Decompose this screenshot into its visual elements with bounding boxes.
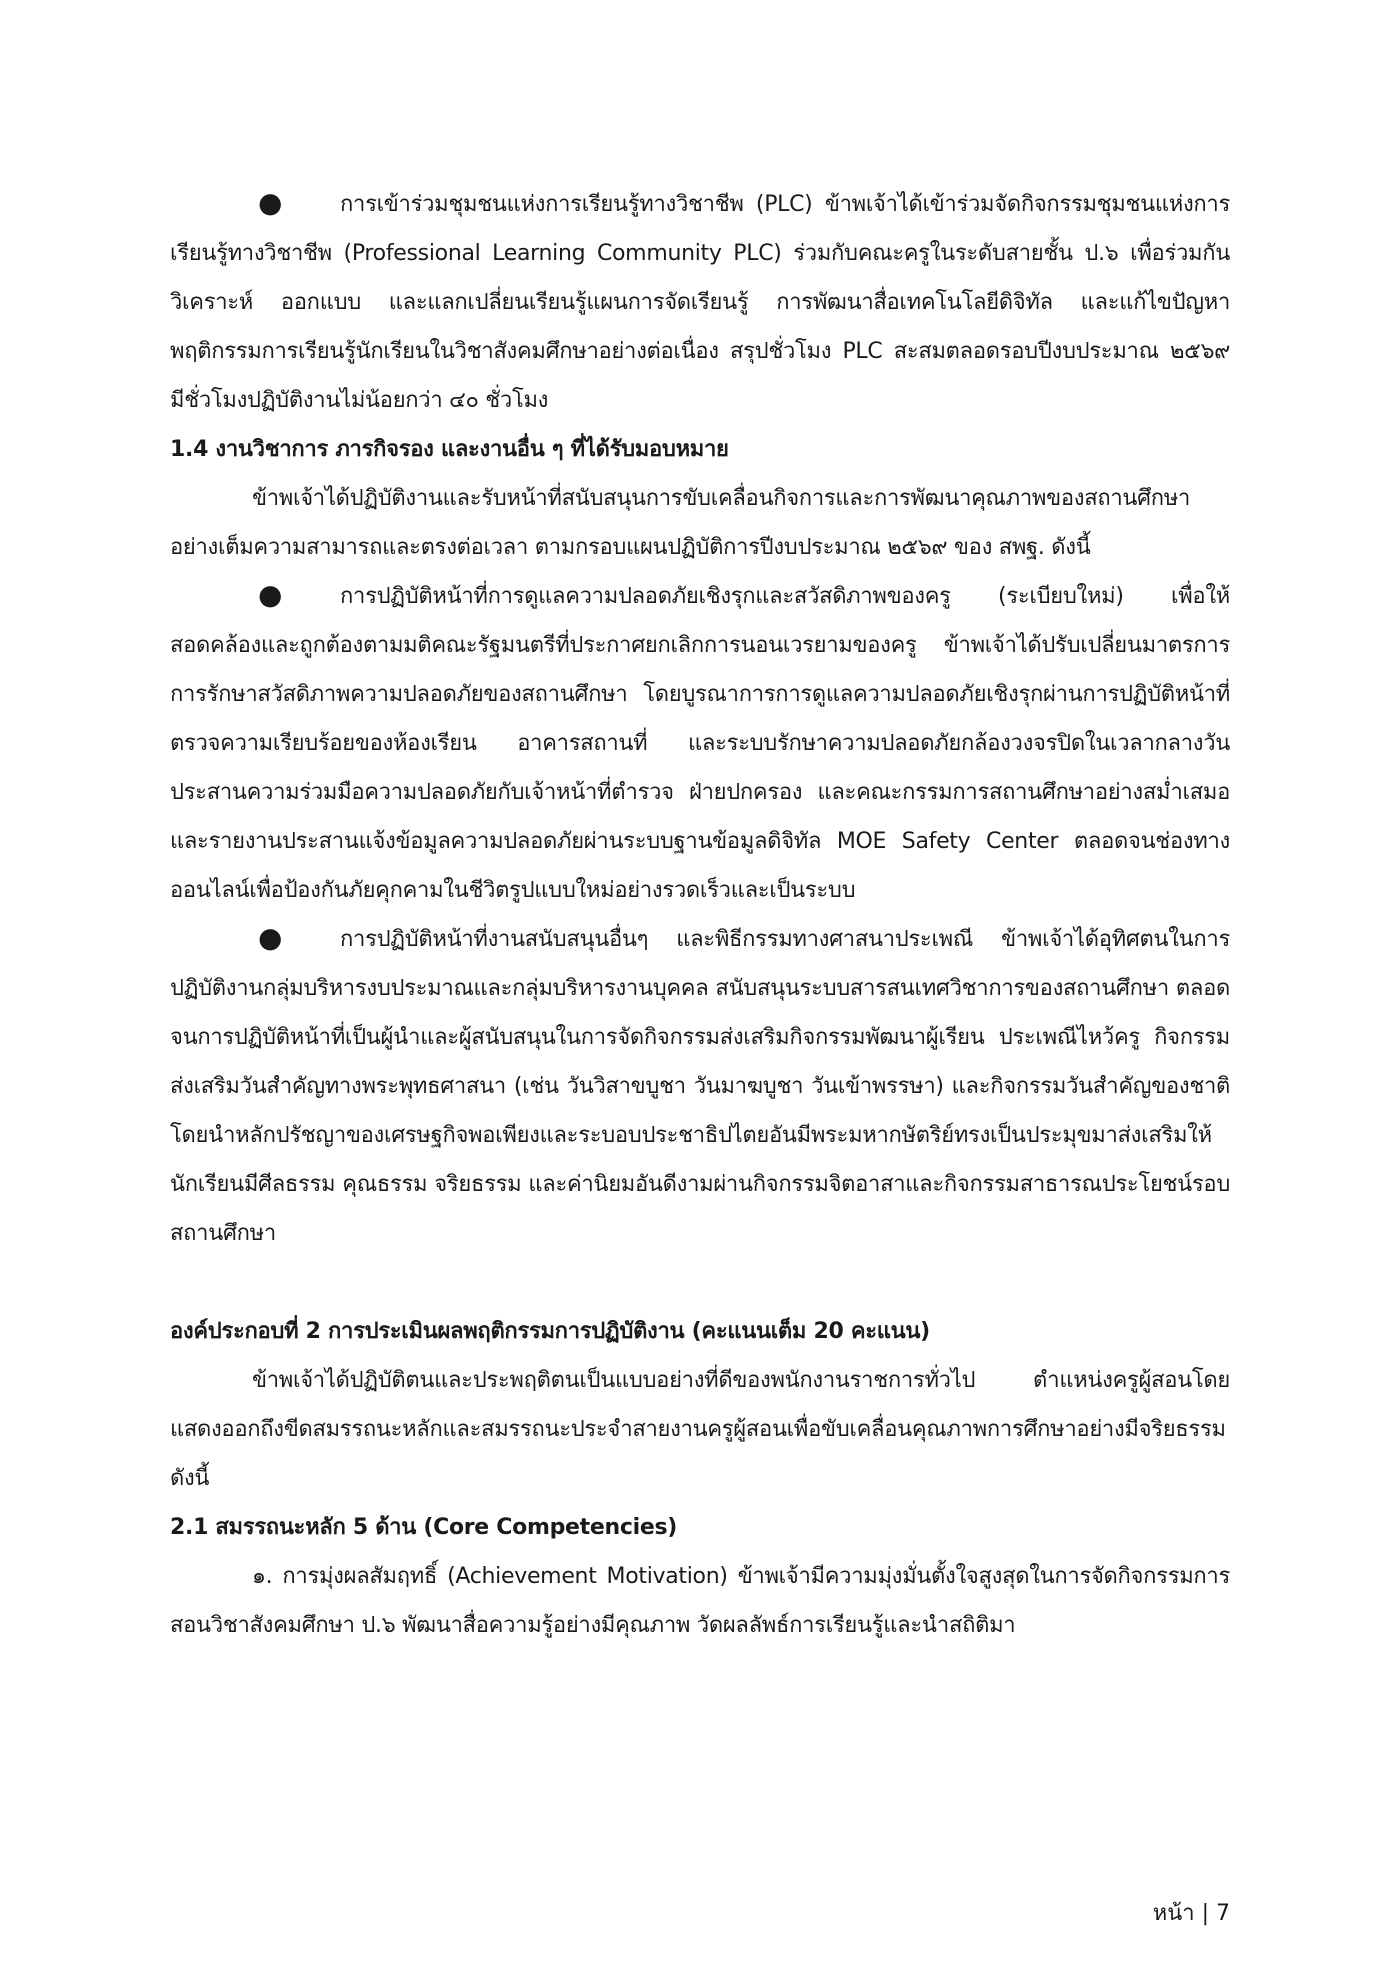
section-heading-1-4: 1.4 งานวิชาการ ภารกิจรอง และงานอื่น ๆ ที่ได้รับมอบหมาย bbox=[170, 437, 729, 462]
page-number: หน้า | 7 bbox=[1152, 1901, 1230, 1926]
page-body bbox=[170, 180, 1230, 1650]
bullet-paragraph-support bbox=[170, 915, 1230, 1258]
bullet-paragraph-plc bbox=[170, 180, 1230, 425]
paragraph-intro-component-2: ข้าพเจ้าได้ปฏิบัติตนและประพฤติตนเป็นแบบอย่างที่ดีของพนักงานราชการทั่วไป ตำแหน่งครูผู้สอนโดยแสดงออกถึงขีดสมรรถนะหลักและสมรรถนะประจำสายงานครูผู้สอนเพื่อขับเคลื่อนคุณภาพการศึกษาอย่างมีจริยธรรม ดังนี้ bbox=[170, 1368, 1230, 1491]
paragraph-text-support: การปฏิบัติหน้าที่งานสนับสนุนอื่นๆ และพิธีกรรมทางศาสนาประเพณี ข้าพเจ้าได้อุทิศตนในการปฏิบัติงานกลุ่มบริหารงบประมาณและกลุ่มบริหารงานบุคคล สนับสนุนระบบสารสนเทศวิชาการของสถานศึกษา ตลอดจนการปฏิบัติหน้าที่เป็นผู้นำและผู้สนับสนุนในการจัดกิจกรรมส่งเสริมกิจกรรมพัฒนาผู้เรียน ประเพณีไหว้ครู กิจกรรมส่งเสริมวันสำคัญทางพระพุทธศาสนา (เช่น วันวิสาขบูชา วันมาฆบูชา วันเข้าพรรษา) และกิจกรรมวันสำคัญของชาติ โดยนำหลักปรัชญาของเศรษฐกิจพอเพียงและระบอบประชาธิปไตยอันมีพระมหากษัตริย์ทรงเป็นประมุขมาส่งเสริมให้นักเรียนมีศีลธรรม คุณธรรม จริยธรรม และค่านิยมอันดีงามผ่านกิจกรรมจิตอาสาและกิจกรรมสาธารณประโยชน์รอบสถานศึกษา bbox=[170, 927, 1230, 1246]
paragraph-text-safety: การปฏิบัติหน้าที่การดูแลความปลอดภัยเชิงรุกและสวัสดิภาพของครู (ระเบียบใหม่) เพื่อให้สอดคล้องและถูกต้องตามมติคณะรัฐมนตรีที่ประกาศยกเลิกการนอนเวรยามของครู ข้าพเจ้าได้ปรับเปลี่ยนมาตรการการรักษาสวัสดิภาพความปลอดภัยของสถานศึกษา โดยบูรณาการการดูแลความปลอดภัยเชิงรุกผ่านการปฏิบัติหน้าที่ตรวจความเรียบร้อยของห้องเรียน อาคารสถานที่ และระบบรักษาความปลอดภัยกล้องวงจรปิดในเวลากลางวัน ประสานความร่วมมือความปลอดภัยกับเจ้าหน้าที่ตำรวจ ฝ่ายปกครอง และคณะกรรมการสถานศึกษาอย่างสม่ำเสมอ และรายงานประสานแจ้งข้อมูลความปลอดภัยผ่านระบบฐานข้อมูลดิจิทัล MOE Safety Center ตลอดจนช่องทางออนไลน์เพื่อป้องกันภัยคุกคามในชีวิตรูปแบบใหม่อย่างรวดเร็วและเป็นระบบ bbox=[170, 584, 1230, 903]
section-heading-component-2: องค์ประกอบที่ 2 การประเมินผลพฤติกรรมการปฏิบัติงาน (คะแนนเต็ม 20 คะแนน) bbox=[170, 1319, 930, 1344]
section-spacer bbox=[170, 1258, 1230, 1307]
paragraph-achievement: ๑. การมุ่งผลสัมฤทธิ์ (Achievement Motivation) ข้าพเจ้ามีความมุ่งมั่นตั้งใจสูงสุดในการจัดกิจกรรมการสอนวิชาสังคมศึกษา ป.๖ พัฒนาสื่อความรู้อย่างมีคุณภาพ วัดผลลัพธ์การเรียนรู้และนำสถิติมา bbox=[170, 1564, 1230, 1638]
paragraph-text-plc: การเข้าร่วมชุมชนแห่งการเรียนรู้ทางวิชาชีพ (PLC) ข้าพเจ้าได้เข้าร่วมจัดกิจกรรมชุมชนแห่งการเรียนรู้ทางวิชาชีพ (Professional Learning Community PLC) ร่วมกับคณะครูในระดับสายชั้น ป.๖ เพื่อร่วมกันวิเคราะห์ ออกแบบ และแลกเปลี่ยนเรียนรู้แผนการจัดเรียนรู้ การพัฒนาสื่อเทคโนโลยีดิจิทัล และแก้ไขปัญหาพฤติกรรมการเรียนรู้นักเรียนในวิชาสังคมศึกษาอย่างต่อเนื่อง สรุปชั่วโมง PLC สะสมตลอดรอบปีงบประมาณ ๒๕๖๙ มีชั่วโมงปฏิบัติงานไม่น้อยกว่า ๔๐ ชั่วโมง bbox=[170, 192, 1230, 413]
bullet-paragraph-safety bbox=[170, 572, 1230, 915]
bullet-icon: ● bbox=[258, 921, 283, 954]
section-heading-2-1: 2.1 สมรรถนะหลัก 5 ด้าน (Core Competencies) bbox=[170, 1515, 677, 1540]
paragraph-intro-1-4: ข้าพเจ้าได้ปฏิบัติงานและรับหน้าที่สนับสนุนการขับเคลื่อนกิจการและการพัฒนาคุณภาพของสถานศึกษาอย่างเต็มความสามารถและตรงต่อเวลา ตามกรอบแผนปฏิบัติการปีงบประมาณ ๒๕๖๙ ของ สพฐ. ดังนี้ bbox=[170, 486, 1191, 560]
bullet-icon: ● bbox=[258, 186, 283, 219]
bullet-icon: ● bbox=[258, 578, 283, 611]
